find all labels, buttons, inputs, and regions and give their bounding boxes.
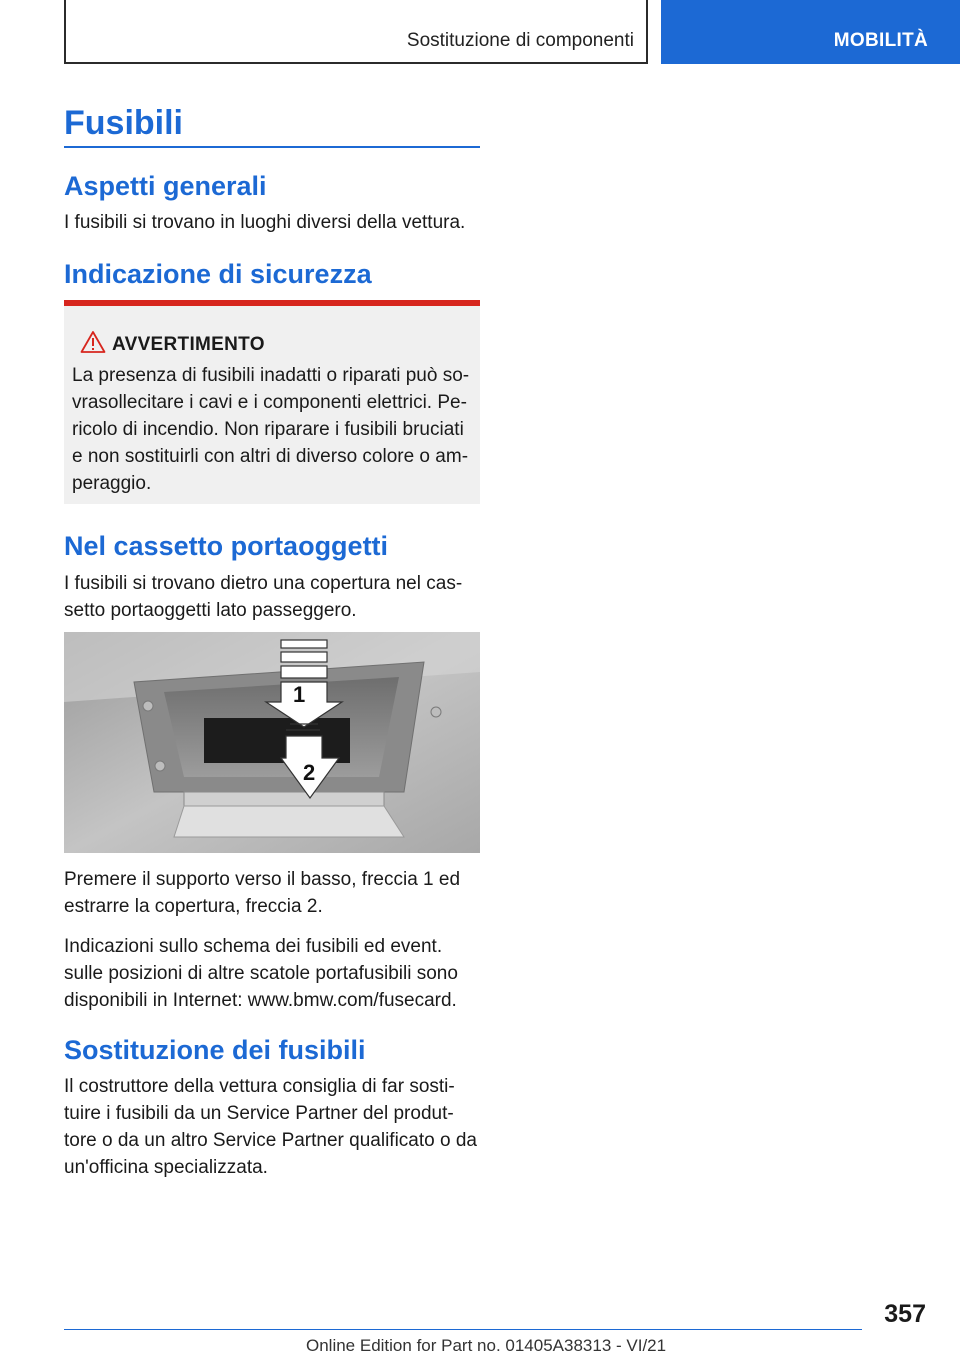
footer-edition: Online Edition for Part no. 01405A38313 - VI/21 — [306, 1336, 667, 1355]
glovebox-fuse-illustration — [64, 632, 480, 853]
header-section-box — [64, 0, 648, 64]
text-glovebox: I fusibili si trovano dietro una copertura nel cassetto portaoggetti lato passeggero. — [64, 573, 463, 621]
heading-replace: Sostituzione dei fusibili — [64, 1035, 366, 1065]
warning-text: La presenza di fusibili inadatti o riparati può sovrasollecitare i cavi e i componenti elettrici. Pericolo di incendio. Non riparare i fusibili bruciati e non sostituirli con altri di diverso colore o amperaggio. — [72, 365, 470, 494]
warning-box — [64, 300, 480, 504]
warning-triangle-icon — [80, 330, 106, 354]
text-replace: Il costruttore della vettura consiglia di far sostituire i fusibili da un Service Partner del produttore o da un altro Service Partner qualificato o da un'officina specializzata. — [64, 1076, 477, 1178]
page-number: 357 — [884, 1300, 926, 1328]
header-chapter-tab — [661, 0, 960, 64]
text-info: Indicazioni sullo schema dei fusibili ed event. sulle posizioni di altre scatole portafusibili sono disponibili in Internet: www.bmw.com/fusecard. — [64, 936, 458, 1011]
page-title: Fusibili — [64, 104, 183, 142]
arrow-label-2: 2 — [303, 760, 316, 785]
title-divider — [64, 146, 480, 148]
text-general: I fusibili si trovano in luoghi diversi della vettura. — [64, 212, 466, 233]
heading-safety: Indicazione di sicurezza — [64, 259, 372, 289]
arrow-label-1: 1 — [293, 682, 306, 707]
warning-title: AVVERTIMENTO — [112, 334, 265, 355]
heading-general: Aspetti generali — [64, 171, 267, 201]
header-section-title: Sostituzione di componenti — [406, 30, 634, 51]
heading-glovebox: Nel cassetto portaoggetti — [64, 531, 389, 561]
footer-divider — [64, 1329, 862, 1330]
text-caption: Premere il supporto verso il basso, freccia 1 ed estrarre la copertura, freccia 2. — [64, 869, 461, 917]
header-chapter-label: MOBILITÀ — [833, 30, 928, 51]
